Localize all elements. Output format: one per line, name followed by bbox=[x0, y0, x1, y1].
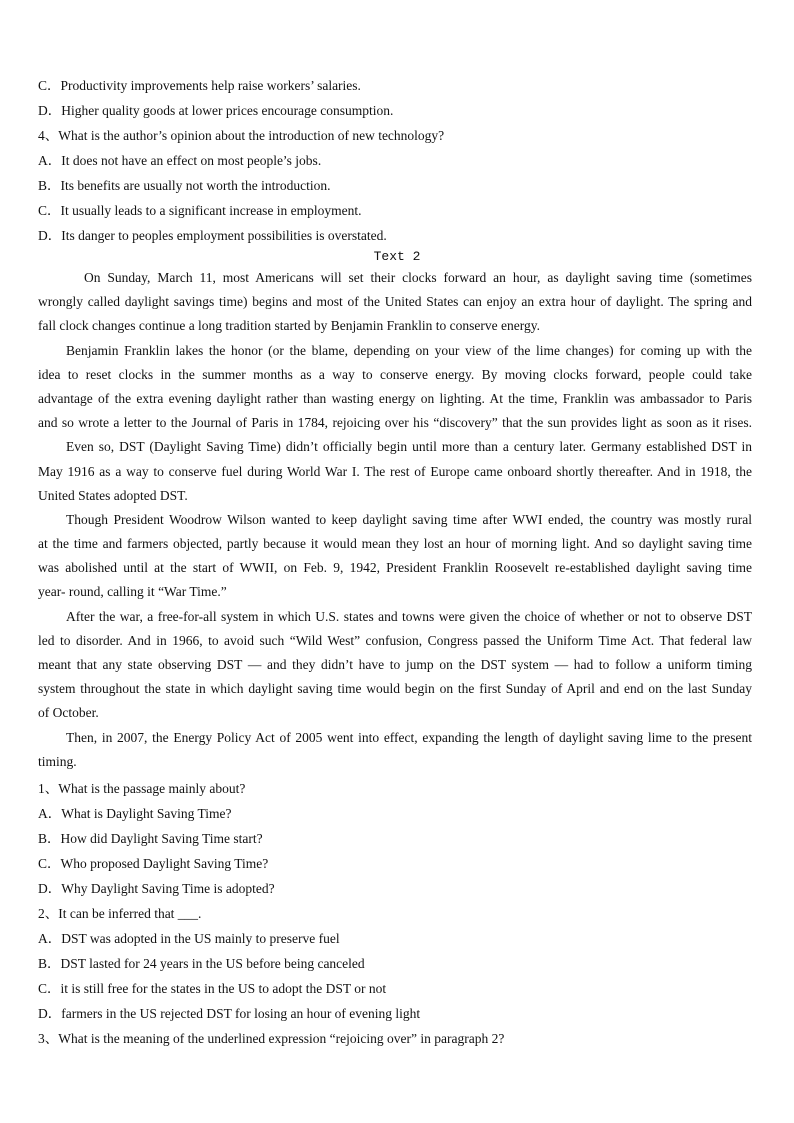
option-line: C．Productivity improvements help raise workers’ salaries. bbox=[38, 78, 361, 93]
passage-line: Though President Woodrow Wilson wanted to keep daylight saving time after WWI ended, the country was mostly rural bbox=[66, 511, 752, 527]
previous-questions bbox=[38, 73, 752, 248]
question-line: 2、It can be inferred that ___. bbox=[38, 906, 202, 921]
questions bbox=[38, 776, 752, 1051]
passage-line: On Sunday, March 11, most Americans will set their clocks forward an hour, as daylight saving time (sometimes bbox=[84, 270, 752, 285]
passage-line: meant that any state observing DST — and they didn’t have to jump on the DST system — had to follow a uniform timing bbox=[38, 657, 752, 672]
option-line: C．It usually leads to a significant increase in employment. bbox=[38, 203, 362, 218]
passage-line: Then, in 2007, the Energy Policy Act of 2005 went into effect, expanding the length of daylight saving lime to the present bbox=[66, 729, 752, 745]
option-line: B．DST lasted for 24 years in the US before being canceled bbox=[38, 956, 365, 971]
option-line: C．Who proposed Daylight Saving Time? bbox=[38, 856, 269, 871]
option-line: B．Its benefits are usually not worth the introduction. bbox=[38, 178, 331, 193]
passage-line: May 1916 as a way to conserve fuel during World War I. The rest of Europe came onboard shortly thereafter. And in 1918, the bbox=[38, 463, 752, 479]
option-line: A．DST was adopted in the US mainly to preserve fuel bbox=[38, 931, 340, 946]
option-line: A．It does not have an effect on most people’s jobs. bbox=[38, 153, 322, 168]
passage-line: wrongly called daylight savings time) begins and most of the United States can enjoy an extra hour of daylight. The spring and bbox=[38, 294, 752, 310]
passage-line: advantage of the extra evening daylight rather than wasting energy on lighting. At the time, Franklin was ambassador to Paris bbox=[38, 390, 752, 406]
question-line: 3、What is the meaning of the underlined expression “rejoicing over” in paragraph 2? bbox=[38, 1031, 505, 1046]
passage-line: led to disorder. And in 1966, to avoid such “Wild West” confusion, Congress passed the Uniform Time Act. That federal law bbox=[38, 632, 752, 648]
passage-line: system throughout the state in which daylight saving time would begin on the first Sunday of April and end on the last Sunday bbox=[38, 681, 752, 697]
option-line: D．Its danger to peoples employment possibilities is overstated. bbox=[38, 228, 387, 243]
passage bbox=[38, 266, 752, 774]
option-line: C．it is still free for the states in the US to adopt the DST or not bbox=[38, 981, 387, 996]
passage-line: timing. bbox=[38, 753, 77, 769]
question-line: 4、What is the author’s opinion about the introduction of new technology? bbox=[38, 128, 445, 143]
option-line: D．Why Daylight Saving Time is adopted? bbox=[38, 881, 275, 896]
passage-line: was abolished until at the start of WWII, on Feb. 9, 1942, President Franklin Roosevelt re-established daylight saving time bbox=[38, 560, 752, 576]
passage-line: of October. bbox=[38, 705, 99, 721]
passage-line: at the time and farmers objected, partly because it would mean they lost an hour of morning light. And so daylight saving time bbox=[38, 536, 752, 552]
passage-line: United States adopted DST. bbox=[38, 487, 188, 503]
passage-line: year- round, calling it “War Time.” bbox=[38, 584, 227, 600]
passage-line: and so wrote a letter to the Journal of Paris in 1784, rejoicing over his “discovery” that the sun provides light as soon as it rises. bbox=[38, 415, 752, 431]
question-line: 1、What is the passage mainly about? bbox=[38, 781, 246, 796]
section-title: Text 2 bbox=[373, 249, 421, 264]
passage-line: After the war, a free-for-all system in which U.S. states and towns were given the choice of whether or not to observe DST bbox=[66, 608, 752, 624]
passage-line: fall clock changes continue a long tradition started by Benjamin Franklin to conserve energy. bbox=[38, 318, 540, 334]
passage-line: Even so, DST (Daylight Saving Time) didn’t officially begin until more than a century later. Germany established DST in bbox=[66, 439, 752, 455]
passage-line: idea to reset clocks in the summer months as a way to conserve energy. By moving clocks forward, people could take bbox=[38, 366, 752, 382]
option-line: D．farmers in the US rejected DST for losing an hour of evening light bbox=[38, 1006, 421, 1021]
option-line: A．What is Daylight Saving Time? bbox=[38, 806, 232, 821]
passage-line: Benjamin Franklin lakes the honor (or the blame, depending on your view of the lime changes) for coming up with the bbox=[66, 342, 752, 358]
option-line: B．How did Daylight Saving Time start? bbox=[38, 831, 263, 846]
option-line: D．Higher quality goods at lower prices encourage consumption. bbox=[38, 103, 394, 118]
